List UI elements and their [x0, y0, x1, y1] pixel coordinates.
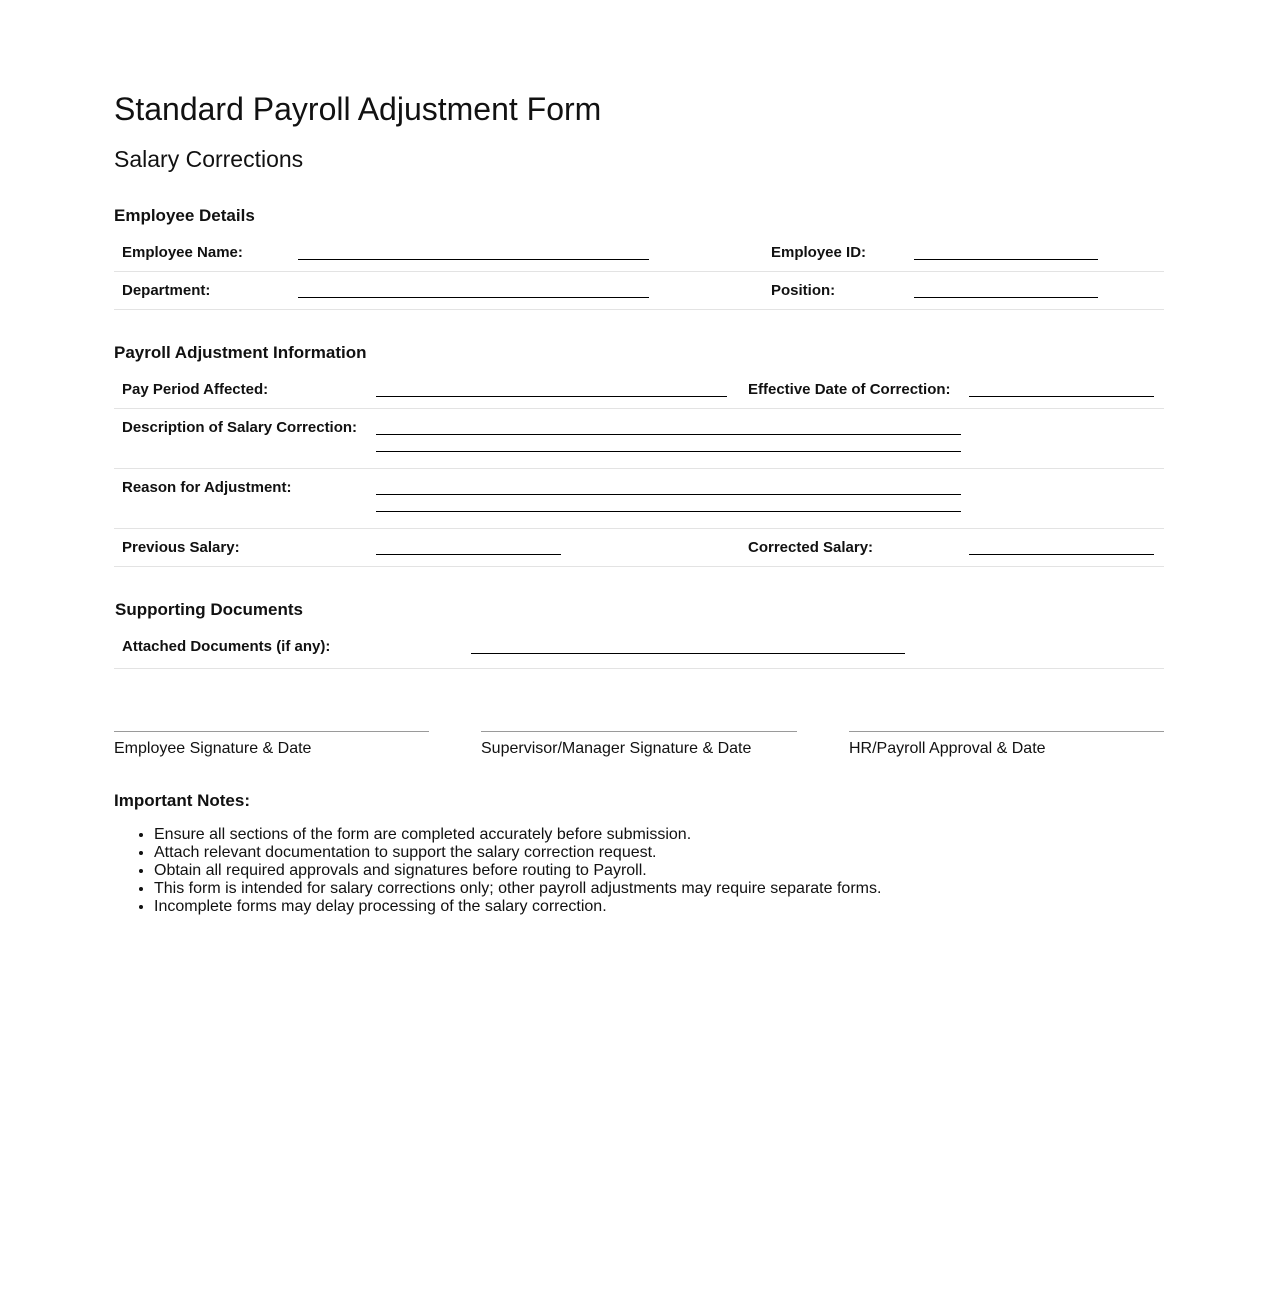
employee-name-field[interactable] [298, 259, 649, 260]
corrected-salary-label: Corrected Salary: [748, 539, 874, 556]
description-label: Description of Salary Correction: [122, 419, 358, 436]
pay-period-field[interactable] [376, 396, 727, 397]
position-label: Position: [771, 282, 836, 299]
attached-documents-field[interactable] [471, 653, 905, 654]
row-divider [114, 309, 1164, 310]
position-field[interactable] [914, 297, 1098, 298]
row-divider [114, 468, 1164, 469]
important-notes-list [114, 826, 881, 916]
effective-date-field[interactable] [969, 396, 1154, 397]
note-item: • Attach relevant documentation to support the salary correction request. [154, 844, 881, 862]
attached-documents-label: Attached Documents (if any): [122, 638, 331, 655]
employee-id-field[interactable] [914, 259, 1098, 260]
note-item: • This form is intended for salary corrections only; other payroll adjustments may require separate forms. [154, 880, 881, 898]
note-item: • Obtain all required approvals and signatures before routing to Payroll. [154, 862, 881, 880]
reason-field-line-2[interactable] [376, 511, 961, 512]
employee-name-label: Employee Name: [122, 244, 243, 261]
department-label: Department: [122, 282, 211, 299]
effective-date-label: Effective Date of Correction: [748, 381, 951, 398]
description-field-line-1[interactable] [376, 434, 961, 435]
description-field-line-2[interactable] [376, 451, 961, 452]
reason-field-line-1[interactable] [376, 494, 961, 495]
employee-id-label: Employee ID: [771, 244, 867, 261]
supervisor-signature-line[interactable] [481, 731, 797, 732]
note-item: • Ensure all sections of the form are completed accurately before submission. [154, 826, 881, 844]
department-field[interactable] [298, 297, 649, 298]
form-title: Standard Payroll Adjustment Form [114, 91, 602, 127]
hr-signature-caption: HR/Payroll Approval & Date [849, 740, 1046, 757]
employee-signature-caption: Employee Signature & Date [114, 740, 312, 757]
reason-label: Reason for Adjustment: [122, 479, 292, 496]
previous-salary-label: Previous Salary: [122, 539, 240, 556]
previous-salary-field[interactable] [376, 554, 561, 555]
form-subtitle: Salary Corrections [114, 146, 304, 172]
hr-signature-line[interactable] [849, 731, 1164, 732]
supporting-documents-heading: Supporting Documents [115, 600, 303, 619]
note-item: • Incomplete forms may delay processing of the salary correction. [154, 898, 881, 916]
important-notes-heading: Important Notes: [114, 791, 250, 810]
row-divider [114, 668, 1164, 669]
corrected-salary-field[interactable] [969, 554, 1154, 555]
supervisor-signature-caption: Supervisor/Manager Signature & Date [481, 740, 752, 757]
employee-signature-line[interactable] [114, 731, 429, 732]
row-divider [114, 271, 1164, 272]
pay-period-label: Pay Period Affected: [122, 381, 269, 398]
row-divider [114, 566, 1164, 567]
row-divider [114, 528, 1164, 529]
row-divider [114, 408, 1164, 409]
employee-details-heading: Employee Details [114, 206, 255, 225]
payroll-info-heading: Payroll Adjustment Information [114, 343, 367, 362]
